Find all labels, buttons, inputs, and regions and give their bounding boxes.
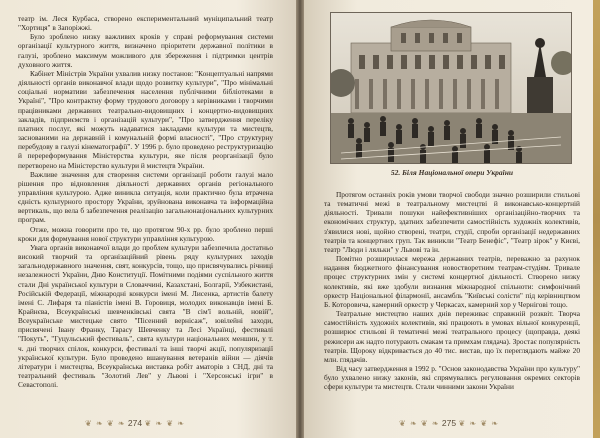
ornament-icon: ❦ ❧ ❦ ❧ — [144, 419, 185, 428]
ornament-icon: ❦ ❧ ❦ ❧ — [458, 419, 499, 428]
left-page-text — [18, 14, 273, 406]
paragraph: Від часу затвердження в 1992 р. "Основ законодавства України про культуру" було ухвалено низку законів, які спрямувались регулювання окремих секторів сфери культури та мистецтв. Стали чинними закони України — [324, 363, 580, 392]
page-number: 275 — [441, 418, 457, 428]
paragraph: Кабінет Міністрів України ухвалив низку постанов: "Концептуальні напрями діяльності органів виконавчої влади щодо розвитку культури", "Про мінімальні соціальні нормативи забезпечення населення публічними бібліотеками в Україні", "Про контрактну форму трудового договору з керівниками і творчими працівниками державних театрально-видовищних і концертно-видовищних закладів, підприємств і організацій культури", "Про затвердження переліку платних послуг, які можуть надаватися закладами культури та мистецтв, заснованими на державній і комунальній формі власності", "Про структурну перебудову в галузі кінематографії". У 1996 р. було проведено реструктуризацію й перереформування Міністерства культури, яке після реорганізації було перетворено на Міністерство культури й мистецтв України. — [18, 68, 273, 170]
paragraph: Театральне мистецтво наших днів переживає справжній розквіт. Творча самостійність художніх колективів, які працюють в умовах вільної конкуренції, розширює стильові й тематичні межі театрального процесу (щоправда, деякі режисери аж надто потурають смакам та примхам глядача). Зростає популярність театрів. Щороку відкривається до 40 тис. вистав, що їх переглядають майже 20 млн. глядачів. — [324, 309, 580, 364]
right-page-footer — [394, 418, 504, 428]
opera-house-photo — [330, 12, 572, 164]
ornament-icon: ❦ ❧ ❦ ❧ — [85, 419, 126, 428]
paragraph: Помітно розширилася мережа державних театрів, переважно за рахунок надання бюджетного фінансування новостворетним театрам-студіям. Тривале процес структурних змін у системі концертної діяльності. Створено низку колективів, які вже здобули визнання міжнародної спільноти: симфонічний оркестр Національної філармонії, ансамбль "Київські солісти" під керівництвом Б. Которовича, камерний оркестр у Черкасах, камерний хор у Чернігові тощо. — [324, 254, 580, 309]
page-edge-band — [593, 0, 600, 438]
paragraph: Було зроблено низку важливих кроків у справі реформування системи організації культурного життя, визначено пріоритети державної політики в галузі, зроблено максимум можливого для збереження і підтримки центрів духовного життя. — [18, 32, 273, 69]
paragraph: Отже, можна говорити про те, що протягом 90-х рр. було зроблено перші кроки для формування нової структури управління культурою. — [18, 224, 273, 243]
paragraph: Важливе значення для створення системи організації роботи галузі мало рішення про відновлення діяльності державних органів регіонального управління культурою. Адже виникла ситуація, коли практично була втрачена єдність культурного простору України, зруйнована виконавча та інформаційна вертикаль, що вела б забезпечення реалізацію загальнонаціональних культурних програм. — [18, 169, 273, 225]
right-page-text — [324, 190, 580, 405]
ornament-icon: ❦ ❧ ❦ ❧ — [399, 419, 440, 428]
paragraph: театр ім. Леся Курбаса, створено експериментальний муніципальний театр "Хортиця" в Запоріжжі. — [18, 14, 273, 33]
page-number: 274 — [127, 418, 143, 428]
paragraph: Протягом останніх років умови творчої свободи значно розширили стильові та тематичні межі в театральному мистецтві й виконавсько-концертній діяльності. Тривали пошуки найефективніших організаційно-творчих та економічних структур, здатних забезпечити самостійність художніх колективів, з'явилися нові, щойно створені, театри, студії, спроби організації недержавних театрів та концертних груп. Так виникли "Театр Бенефіс", "Театр зірок" у Києві, театр "Люди і ляльки" у Львові та ін. — [324, 190, 580, 254]
book-gutter — [296, 0, 304, 438]
photo-caption: 52. Біля Національної опери України — [390, 168, 514, 177]
right-page — [304, 0, 600, 438]
paragraph: Увага органів виконавчої влади до проблем культури забезпечила достатньо високий творчий та організаційний рівень ряду культурних заходів загальнодержавного значення, свят, конкурсів, тощо, що присвячувались річниці незалежності України, Дню Конституції. Помітними подіями суспільного життя стали Дні української культури в Словаччині, Казахстані, Болгарії, Узбекистані, Російській Федерації, міжнародні конкурси імені М. Лисенка, артистів балету імені С. Лифаря та піаністів імені В. Горовиця, молодих виконавців імені Б. Крайнєва, Всеукраїнські шевченківські свята "В сім'ї вольній, новій", Всеукраїнське мистецьке свято "Пісенний вернісаж", ювілейні заходи, присвячені Івану Франку, Тарасу Шевченку та Лесі Українці, фестивалі "Покуть", "Гуцульський фестиваль", свята культури національних меншин, у т. ч. дні творчих спілок, конкурси, фестивалі та інші творчі акції, популяризації української культури. Було проведено вшанування ветеранів війни — діячів літератури і мистецтва, Всеукраїнська виставка робіт аматорів з СНД, дні та театральний фестиваль "Золотий Лев" у Львові і "Херсонські ігри" в Севастополі. — [18, 242, 273, 390]
left-page — [0, 0, 296, 438]
left-page-footer — [80, 418, 190, 428]
